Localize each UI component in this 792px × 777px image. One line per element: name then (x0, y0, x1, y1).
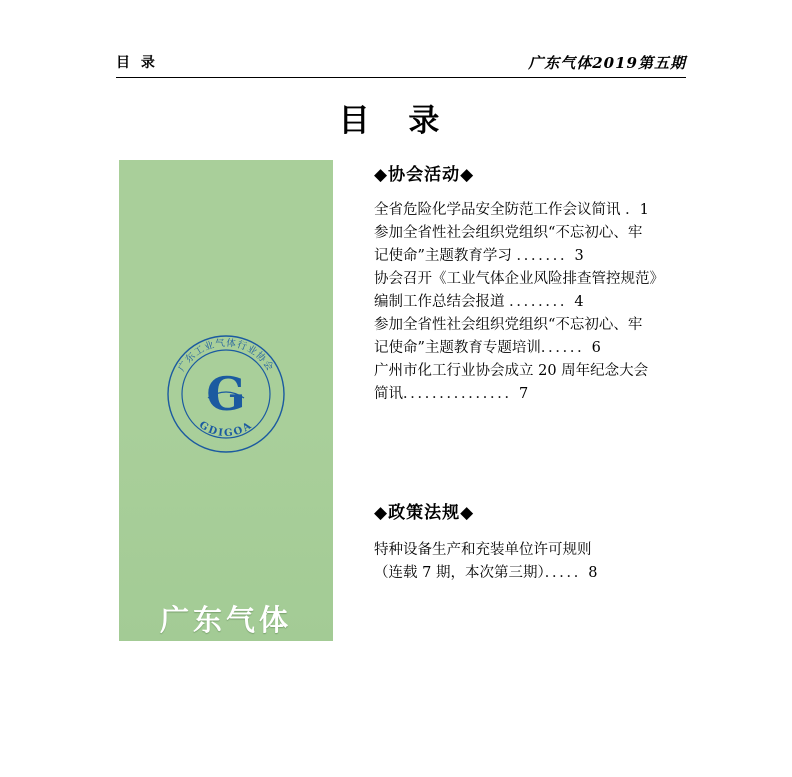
running-header-right: 广东气体2019第五期 (528, 54, 686, 72)
toc-entry-list-policy (374, 539, 690, 585)
toc-entry: 记使命”主题教育学习 ．．．．．．．3 (374, 248, 584, 264)
svg-text:GDIGOA: GDIGOA (197, 419, 255, 440)
toc-entry: 特种设备生产和充装单位许可规则 (374, 542, 592, 558)
running-header-left: 目 录 (116, 55, 158, 71)
toc-section-heading-activities: ◆协会活动◆ (374, 165, 475, 185)
toc-entry: 编制工作总结会报道 ．．．．．．．．4 (374, 294, 584, 310)
table-of-contents (374, 160, 690, 585)
page-title: 目 录 (338, 103, 454, 139)
toc-section-heading-policy: ◆政策法规◆ (374, 503, 475, 523)
toc-entry: 简讯．．．．．．．．．．．．．．．7 (374, 386, 529, 402)
toc-section-gap (374, 406, 690, 498)
toc-entry-list-activities (374, 199, 690, 406)
toc-entry: 参加全省性社会组织党组织“不忘初心、牢 (374, 317, 643, 333)
toc-entry: 协会召开《工业气体企业风险排查管控规范》 (374, 271, 664, 287)
magazine-cover-panel (119, 160, 333, 776)
cover-frequency: （双月刊） (178, 670, 274, 690)
running-header (116, 52, 686, 78)
svg-text:G: G (206, 367, 246, 421)
toc-entry: 广州市化工行业协会成立 20 周年纪念大会 (374, 363, 649, 379)
toc-entry: （连载 7 期，本次第三期）．．．．．8 (374, 565, 598, 581)
cover-issue: 2019 年第五期 (156, 754, 296, 776)
toc-entry: 记使命”主题教育专题培训．．．．．．6 (374, 340, 601, 356)
cover-magazine-name: 广东气体 (159, 603, 292, 637)
svg-text:广东工业气体行业协会: 广东工业气体行业协会 (176, 337, 276, 374)
association-logo-icon (164, 332, 288, 456)
toc-entry: 全省危险化学品安全防范工作会议简讯 ．1 (374, 202, 649, 218)
cover-note: 内部刊物 免费赠阅 (150, 713, 302, 733)
toc-entry: 参加全省性社会组织党组织“不忘初心、牢 (374, 225, 643, 241)
